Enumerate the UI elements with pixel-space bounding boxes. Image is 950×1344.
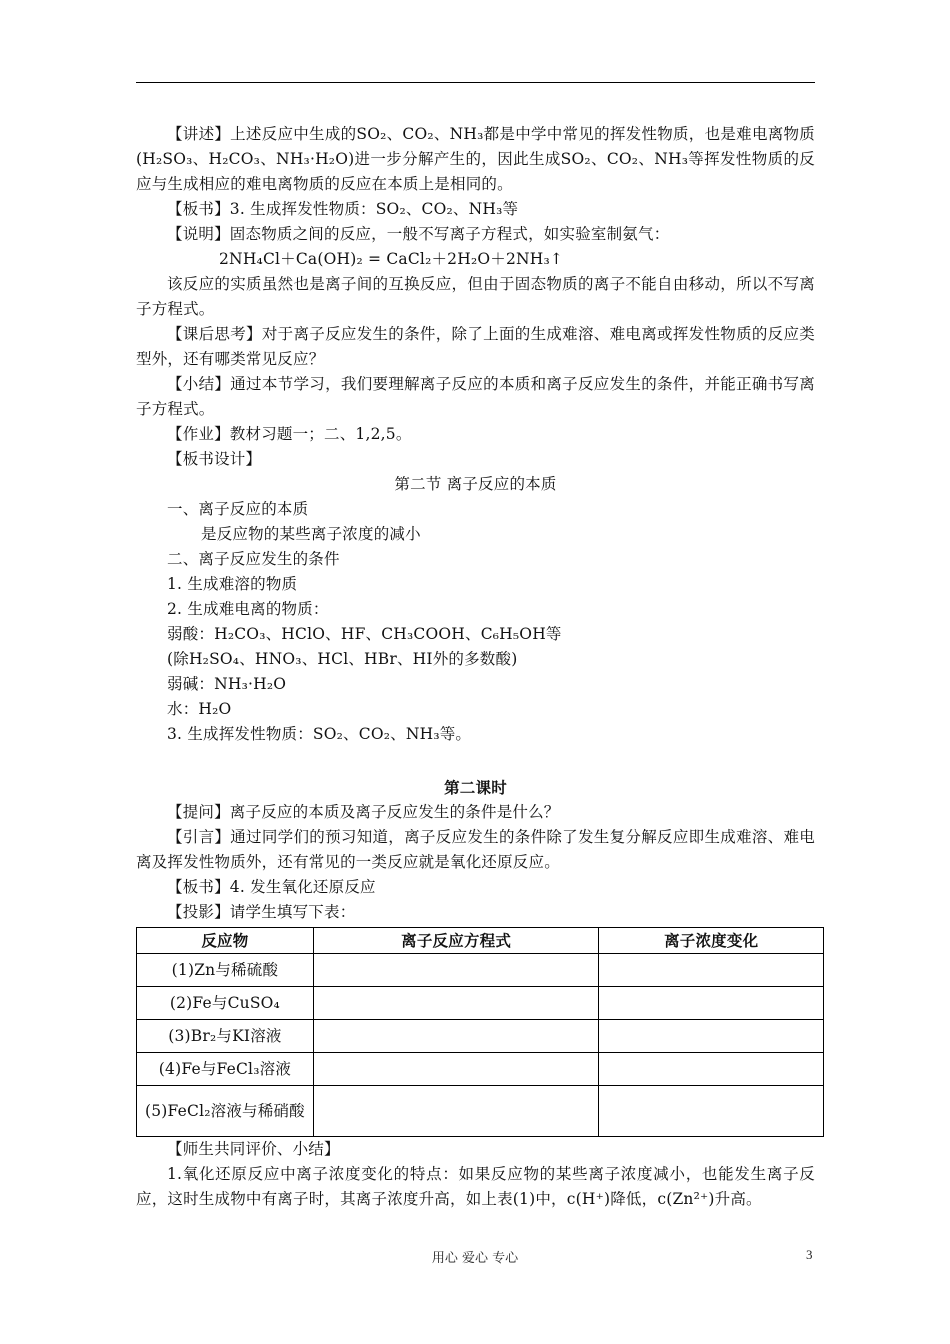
board-line: 弱酸：H₂CO₃、HClO、HF、CH₃COOH、C₆H₅OH等 (167, 625, 562, 643)
table-cell: (1)Zn与稀硫酸 (137, 954, 314, 987)
lesson-heading: 第二课时 (444, 778, 507, 797)
board-line: 1. 生成难溶的物质 (167, 575, 298, 593)
table-header-row (137, 928, 824, 954)
table-row (137, 1053, 824, 1086)
paragraph-board-design: 【板书设计】 (167, 450, 262, 468)
board-line: 水：H₂O (167, 700, 232, 718)
table-cell (599, 987, 824, 1020)
reaction-table (136, 927, 824, 1137)
board-line: (除H₂SO₄、HNO₃、HCl、HBr、HI外的多数酸) (167, 650, 518, 668)
table-row (137, 987, 824, 1020)
paragraph-homework: 【作业】教材习题一；二、1,2,5。 (167, 425, 412, 443)
table-cell (313, 1020, 599, 1053)
table-header-cell: 反应物 (137, 928, 314, 954)
paragraph-introduction: 【引言】通过同学们的预习知道，离子反应发生的条件除了发生复分解反应即生成难溶、难电离及挥发性物质外，还有常见的一类反应就是氧化还原反应。 (136, 828, 815, 871)
paragraph-board-4: 【板书】4. 发生氧化还原反应 (167, 878, 376, 896)
page-footer: 用心 爱心 专心 (431, 1251, 519, 1266)
table-cell: (3)Br₂与KI溶液 (137, 1020, 314, 1053)
table-cell: (4)Fe与FeCl₃溶液 (137, 1053, 314, 1086)
table-header-cell: 离子浓度变化 (599, 928, 824, 954)
table-cell: (2)Fe与CuSO₄ (137, 987, 314, 1020)
paragraph-explanation: 【讲述】上述反应中生成的SO₂、CO₂、NH₃都是中学中常见的挥发性物质，也是难电离物质(H₂SO₃、H₂CO₃、NH₃·H₂O)进一步分解产生的，因此生成SO₂、CO₂、NH₃等挥发性物质的反应与生成相应的难电离物质的反应在本质上是相同的。 (136, 125, 815, 193)
table-cell (599, 1086, 824, 1137)
table-row (137, 1086, 824, 1137)
table-row (137, 1020, 824, 1053)
board-line: 3. 生成挥发性物质：SO₂、CO₂、NH₃等。 (167, 725, 472, 743)
table-cell (313, 954, 599, 987)
board-line: 弱碱：NH₃·H₂O (167, 675, 287, 693)
paragraph-projection: 【投影】请学生填写下表： (167, 903, 356, 921)
paragraph-board-3: 【板书】3. 生成挥发性物质：SO₂、CO₂、NH₃等 (167, 200, 519, 218)
document-body (136, 122, 815, 1212)
paragraph-essence: 该反应的实质虽然也是离子间的互换反应，但由于固态物质的离子不能自由移动，所以不写离子方程式。 (136, 275, 815, 318)
chemical-equation: 2NH₄Cl＋Ca(OH)₂ = CaCl₂＋2H₂O＋2NH₃↑ (219, 250, 564, 268)
table-cell (313, 987, 599, 1020)
paragraph-summary: 【小结】通过本节学习，我们要理解离子反应的本质和离子反应发生的条件，并能正确书写离子方程式。 (136, 375, 815, 418)
paragraph-after-class-thinking: 【课后思考】对于离子反应发生的条件，除了上面的生成难溶、难电离或挥发性物质的反应类型外，还有哪类常见反应？ (136, 325, 815, 368)
paragraph-redox-feature: 1.氧化还原反应中离子浓度变化的特点：如果反应物的某些离子浓度减小，也能发生离子反应，这时生成物中有离子时，其离子浓度升高，如上表(1)中，c(H⁺)降低，c(Zn²⁺)升高。 (136, 1165, 815, 1208)
table-header-cell: 离子反应方程式 (313, 928, 599, 954)
board-title: 第二节 离子反应的本质 (394, 475, 557, 493)
table-cell (313, 1086, 599, 1137)
paragraph-question: 【提问】离子反应的本质及离子反应发生的条件是什么？ (167, 803, 560, 821)
paragraph-note: 【说明】固态物质之间的反应，一般不写离子方程式，如实验室制氨气： (167, 225, 670, 243)
board-line: 二、离子反应发生的条件 (167, 550, 340, 568)
table-cell: (5)FeCl₂溶液与稀硝酸 (137, 1086, 314, 1137)
page-number: 3 (806, 1247, 813, 1262)
table-row (137, 954, 824, 987)
table-cell (599, 1020, 824, 1053)
board-line: 2. 生成难电离的物质： (167, 600, 329, 618)
table-cell (599, 1053, 824, 1086)
header-rule (136, 82, 815, 83)
paragraph-evaluation: 【师生共同评价、小结】 (167, 1140, 340, 1158)
board-line: 一、离子反应的本质 (167, 500, 309, 518)
table-cell (313, 1053, 599, 1086)
table-cell (599, 954, 824, 987)
board-line: 是反应物的某些离子浓度的减小 (201, 525, 421, 543)
